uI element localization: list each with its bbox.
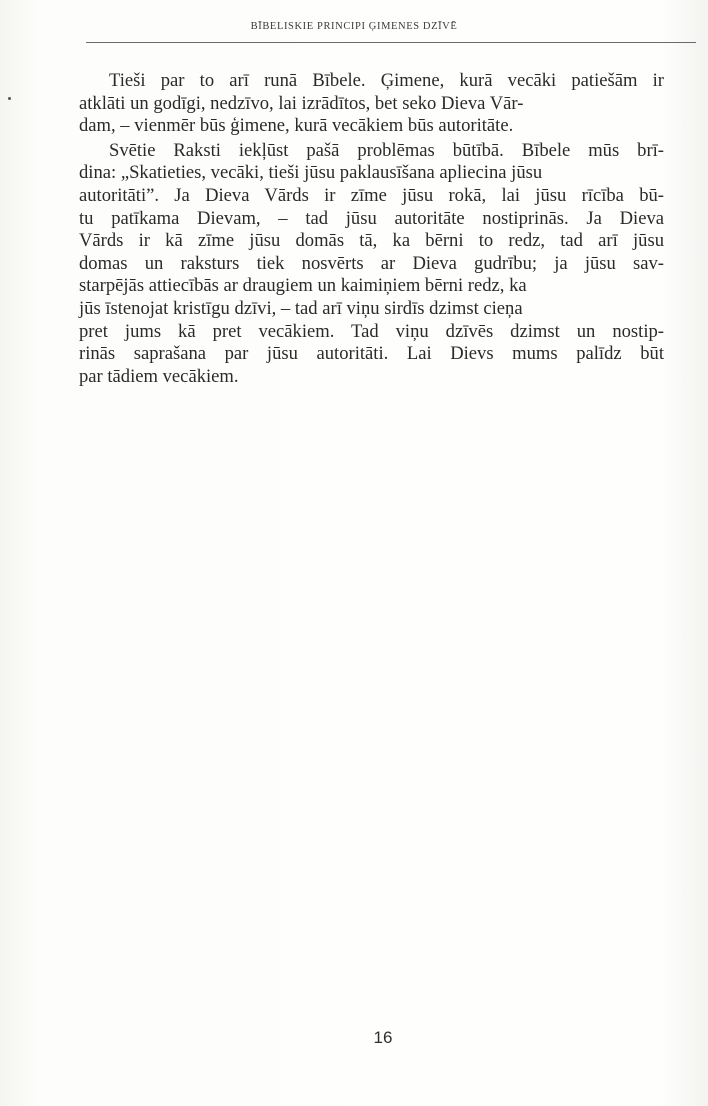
margin-speck [8,97,11,100]
text-line: dam, – vienmēr būs ģimene, kurā vecākiem būs autoritāte. [79,115,514,137]
header-rule [86,42,696,43]
text-line: jūs īstenojat kristīgu dzīvi, – tad arī viņu sirdīs dzimst cieņa [79,297,523,319]
text-line: par tādiem vecākiem. [79,365,239,387]
running-head: BĪBELISKIE PRINCIPI ĢIMENES DZĪVĒ [250,21,458,32]
text-line: starpējās attiecībās ar draugiem un kaimiņiem bērni redz, ka [79,275,527,297]
text-line: autoritāti”. Ja Dieva Vārds ir zīme jūsu rokā, lai jūsu rīcība bū- [79,184,664,206]
text-line: domas un raksturs tiek nosvērts ar Dieva gudrību; ja jūsu sav- [79,252,664,274]
text-line: dina: „Skatieties, vecāki, tieši jūsu paklausīšana apliecina jūsu [79,162,543,184]
body-text [79,70,694,388]
text-line: rinās saprašana par jūsu autoritāti. Lai Dievs mums palīdz būt [79,343,664,365]
text-line: Tieši par to arī runā Bībele. Ģimene, kurā vecāki patiešām ir [109,70,664,91]
text-line: Vārds ir kā zīme jūsu domās tā, ka bērni to redz, tad arī jūsu [79,230,664,252]
text-line: atklāti un godīgi, nedzīvo, lai izrādītos, bet seko Dieva Vār- [79,92,524,114]
text-line: pret jums kā pret vecākiem. Tad viņu dzīvēs dzimst un nostip- [79,320,664,342]
text-line: Svētie Raksti iekļūst pašā problēmas būtībā. Bībele mūs brī- [109,139,664,161]
page-number: 16 [373,1028,393,1047]
text-line: tu patīkama Dievam, – tad jūsu autoritāte nostiprinās. Ja Dieva [79,207,664,229]
paragraph-2 [79,140,694,389]
paragraph-1 [79,70,694,138]
